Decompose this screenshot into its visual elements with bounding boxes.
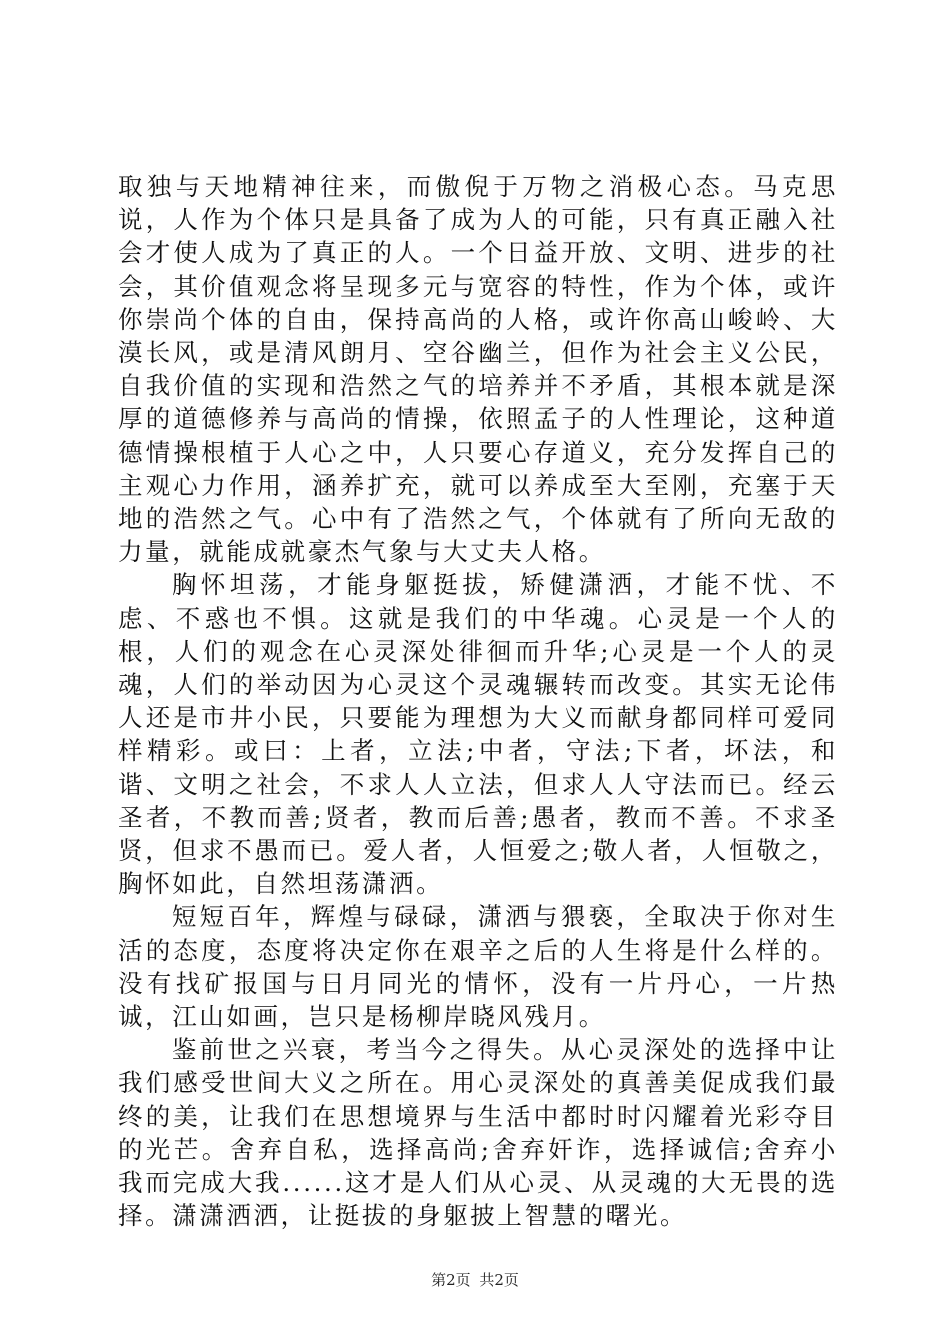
page-footer [0,1270,950,1290]
page-number: 第2页 [431,1271,471,1289]
page-total: 共2页 [479,1271,519,1289]
paragraph-1: 取独与天地精神往来，而傲倪于万物之消极心态。马克思说，人作为个体只是具备了成为人的可能，只有真正融入社会才使人成为了真正的人。一个日益开放、文明、进步的社会，其价值观念将呈现多元与宽容的特性，作为个体，或许你崇尚个体的自由，保持高尚的人格，或许你高山峻岭、大漠长风，或是清风朗月、空谷幽兰，但作为社会主义公民，自我价值的实现和浩然之气的培养并不矛盾，其根本就是深厚的道德修养与高尚的情操，依照孟子的人性理论，这种道德情操根植于人心之中，人只要心存道义，充分发挥自己的主观心力作用，涵养扩充，就可以养成至大至刚，充塞于天地的浩然之气。心中有了浩然之气，个体就有了所向无敌的力量，就能成就豪杰气象与大丈夫人格。 [118,172,838,567]
document-body [118,170,838,1233]
paragraph-2: 胸怀坦荡，才能身躯挺拔，矫健潇洒，才能不忧、不虑、不惑也不惧。这就是我们的中华魂。心灵是一个人的根，人们的观念在心灵深处徘徊而升华;心灵是一个人的灵魂，人们的举动因为心灵这个灵魂辗转而改变。其实无论伟人还是市井小民，只要能为理想为大义而献身都同样可爱同样精彩。或曰：上者，立法;中者，守法;下者，坏法，和谐、文明之社会，不求人人立法，但求人人守法而已。经云圣者，不教而善;贤者，教而后善;愚者，教而不善。不求圣贤，但求不愚而已。爱人者，人恒爱之;敬人者，人恒敬之，胸怀如此，自然坦荡潇洒。 [118,570,838,899]
paragraph-3: 短短百年，辉煌与碌碌，潇洒与猥亵，全取决于你对生活的态度，态度将决定你在艰辛之后的人生将是什么样的。没有找矿报国与日月同光的情怀，没有一片丹心，一片热诚，江山如画，岂只是杨柳岸晓风残月。 [118,902,838,1032]
paragraph-4: 鉴前世之兴衰，考当今之得失。从心灵深处的选择中让我们感受世间大义之所在。用心灵深处的真善美促成我们最终的美，让我们在思想境界与生活中都时时闪耀着光彩夺目的光芒。舍弃自私，选择高尚;舍弃奸诈，选择诚信;舍弃小我而完成大我......这才是人们从心灵、从灵魂的大无畏的选择。潇潇洒洒，让挺拔的身躯披上智慧的曙光。 [118,1035,838,1231]
